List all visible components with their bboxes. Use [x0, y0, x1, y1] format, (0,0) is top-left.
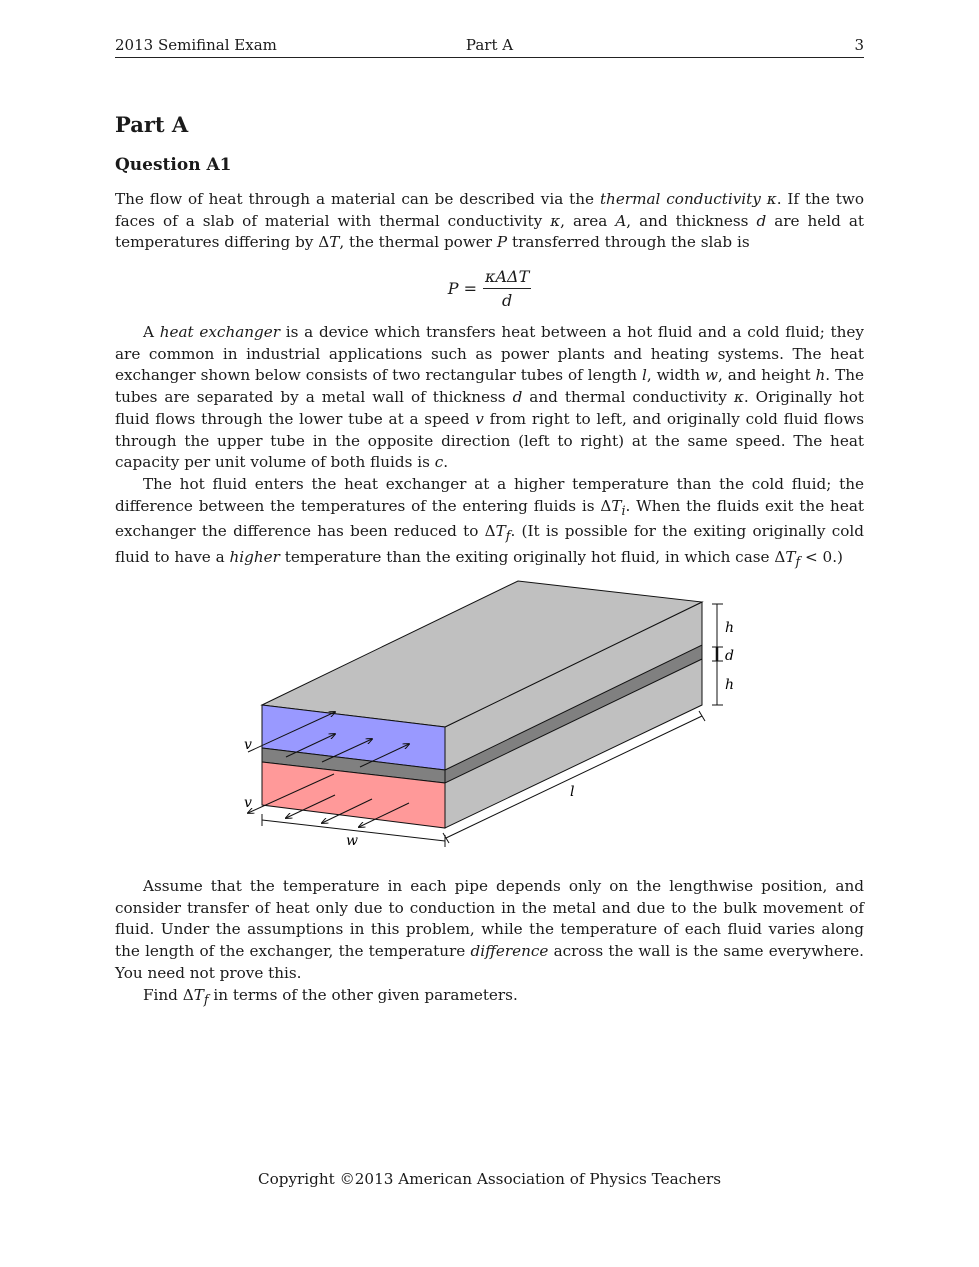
label-v-bottom: v [244, 795, 252, 811]
formula-numerator: κAΔT [483, 267, 531, 289]
task-paragraph: Find $\Delta T_f$ in terms of the other given parameters. [143, 986, 518, 1008]
label-h-top: h [725, 620, 735, 636]
label-h-bottom: h [725, 677, 735, 693]
intro-paragraph: The flow of heat through a material can be described via the thermal conductivity κ. If the two faces of a slab of material with thermal conductivity κ, area A, and thickness d are held at temperatures differing by ΔT, the thermal power P transferred through the slab is [115, 190, 864, 252]
formula-denominator: d [502, 290, 513, 310]
header-page-number: 3 [854, 36, 864, 54]
thermal-power-formula [0, 263, 979, 313]
question-title: Question A1 [115, 155, 232, 175]
header-exam-title: 2013 Semifinal Exam [115, 36, 277, 54]
heat-exchanger-paragraph: A heat exchanger is a device which transfers heat between a hot fluid and a cold fluid; they are common in industrial applications such as power plants and heating systems. The heat exchanger shown below consists of two rectangular tubes of length l, width w, and height h. The tubes are separated by a metal wall of thickness d and thermal conductivity κ. Originally hot fluid flows through the lower tube at a speed v from right to left, and originally cold fluid flows through the upper tube in the opposite direction (left to right) at the same speed. The heat capacity per unit volume of both fluids is c. [115, 323, 864, 472]
formula-fraction [483, 267, 531, 310]
temperature-difference-paragraph: The hot fluid enters the heat exchanger at a higher temperature than the cold fluid; the difference between the temperatures of the entering fluids is $\Delta T_i$. When the fluids exit the heat exchanger the difference has been reduced to $\Delta T_f$. (It is possible for the exiting originally cold fluid to have a higher temperature than the exiting originally hot fluid, in which case $\Delta T_f < 0$.) [115, 475, 864, 570]
height-dimension [712, 604, 723, 705]
assumption-paragraph: Assume that the temperature in each pipe depends only on the lengthwise position, and consider transfer of heat only due to conduction in the metal and due to the bulk movement of fluid. Under the assumptions in this problem, while the temperature of each fluid varies along the length of the exchanger, the temperature difference across the wall is the same everywhere. You need not prove this. [115, 877, 864, 982]
label-w: w [346, 833, 358, 849]
label-d: d [725, 648, 734, 664]
label-v-top: v [244, 737, 252, 753]
heat-exchanger-figure [230, 575, 750, 860]
formula-lhs: P = [447, 278, 477, 298]
header-part: Part A [465, 36, 514, 54]
section-title: Part A [115, 112, 189, 137]
copyright-footer: Copyright ©2013 American Association of Physics Teachers [257, 1170, 722, 1188]
page-header [115, 35, 864, 58]
label-l: l [570, 784, 575, 800]
